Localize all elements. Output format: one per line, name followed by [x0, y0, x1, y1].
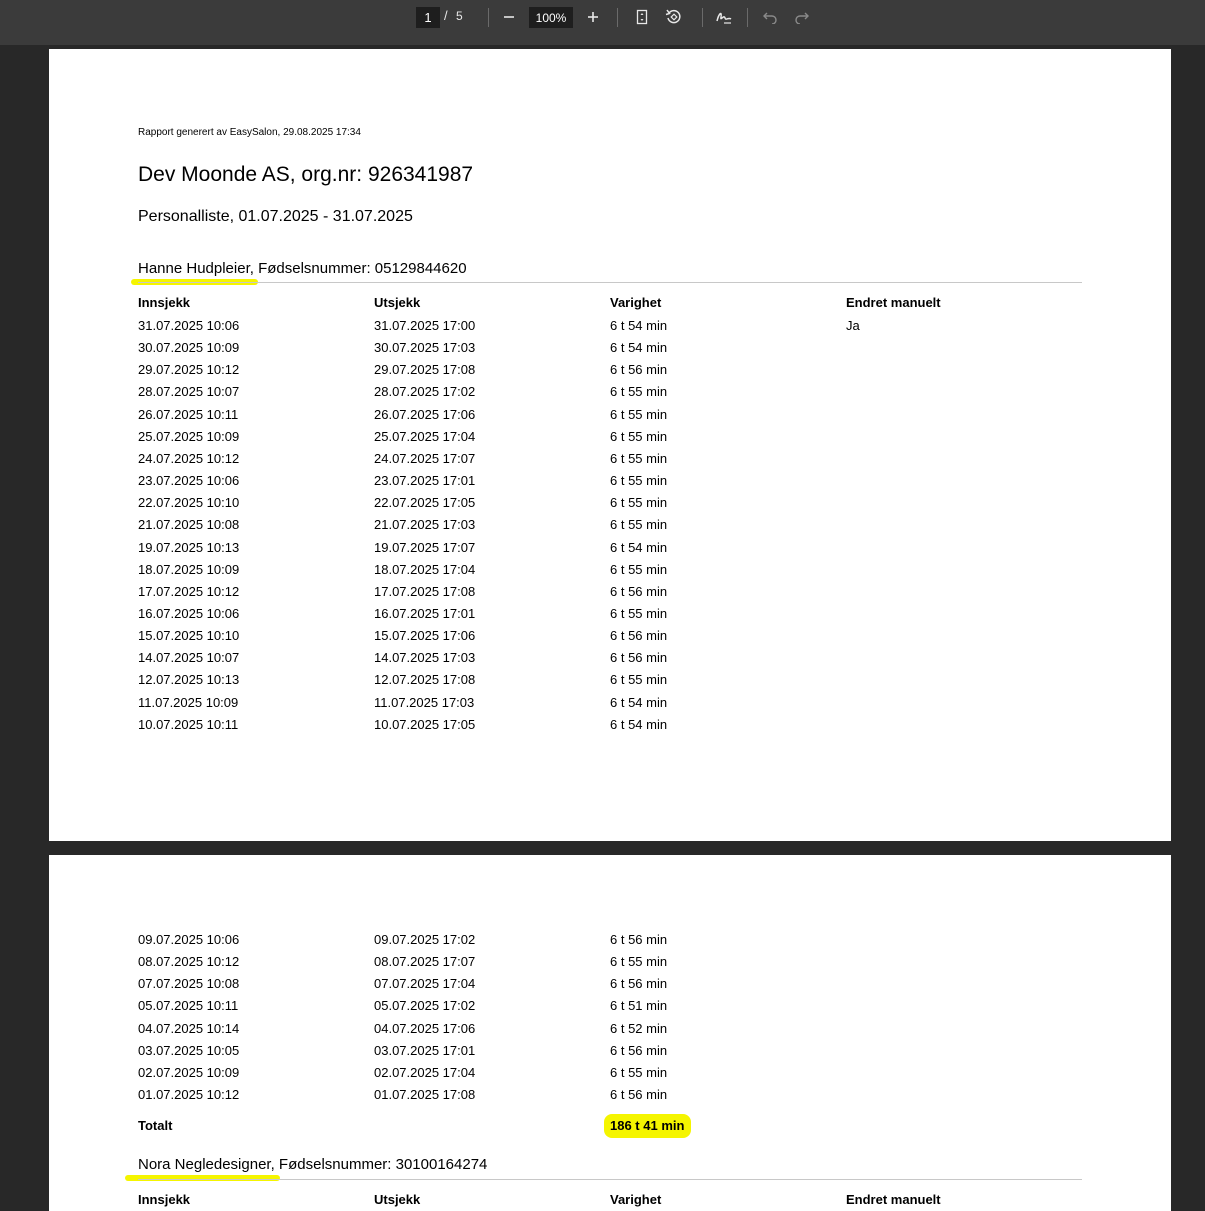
cell-duration: 6 t 55 min [610, 428, 668, 444]
employee-heading [138, 260, 467, 277]
cell-duration: 6 t 56 min [610, 650, 668, 666]
pdf-page-2 [49, 855, 1171, 1211]
cell-checkout: 03.07.2025 17:01 [374, 1042, 476, 1058]
cell-duration: 6 t 54 min [610, 340, 668, 356]
total-value: 186 t 41 min [610, 1118, 685, 1133]
cell-duration: 6 t 55 min [610, 561, 668, 577]
cell-checkin: 12.07.2025 10:13 [138, 672, 240, 688]
cell-duration: 6 t 52 min [610, 1020, 668, 1036]
cell-checkout: 02.07.2025 17:04 [374, 1064, 476, 1080]
cell-checkout: 28.07.2025 17:02 [374, 384, 476, 400]
cell-checkin: 26.07.2025 10:11 [138, 406, 239, 422]
toolbar-divider [488, 8, 489, 27]
cell-checkout: 15.07.2025 17:06 [374, 628, 476, 644]
cell-checkin: 10.07.2025 10:11 [138, 716, 239, 732]
cell-duration: 6 t 55 min [610, 406, 668, 422]
cell-checkout: 17.07.2025 17:08 [374, 583, 476, 599]
report-subtitle: Personalliste, 01.07.2025 - 31.07.2025 [138, 208, 413, 225]
cell-checkin: 02.07.2025 10:09 [138, 1064, 240, 1080]
undo-icon[interactable] [759, 6, 781, 28]
column-header-duration: Varighet [610, 295, 662, 310]
cell-duration: 6 t 55 min [610, 473, 668, 489]
cell-checkout: 09.07.2025 17:02 [374, 932, 476, 947]
cell-checkin: 04.07.2025 10:14 [138, 1020, 240, 1036]
cell-duration: 6 t 54 min [610, 539, 668, 555]
cell-checkin: 14.07.2025 10:07 [138, 650, 240, 666]
cell-checkout: 08.07.2025 17:07 [374, 954, 476, 970]
cell-duration: 6 t 56 min [610, 1042, 668, 1058]
employee-id: , Fødselsnummer: 30100164274 [270, 1156, 488, 1173]
cell-checkin: 21.07.2025 10:08 [138, 517, 240, 533]
cell-checkin: 11.07.2025 10:09 [138, 694, 239, 710]
cell-checkin: 16.07.2025 10:06 [138, 605, 240, 621]
cell-checkin: 07.07.2025 10:08 [138, 976, 240, 992]
column-header-checkout: Utsjekk [374, 295, 421, 310]
column-header-duration: Varighet [610, 1192, 662, 1207]
cell-checkout: 21.07.2025 17:03 [374, 517, 476, 533]
page-separator: / [444, 8, 448, 23]
cell-checkin: 15.07.2025 10:10 [138, 628, 240, 644]
cell-checkin: 31.07.2025 10:06 [138, 318, 240, 333]
cell-checkout: 04.07.2025 17:06 [374, 1020, 476, 1036]
page-count: 5 [456, 9, 463, 23]
fit-page-icon[interactable] [631, 6, 653, 28]
cell-checkout: 07.07.2025 17:04 [374, 976, 476, 992]
cell-checkout: 10.07.2025 17:05 [374, 716, 476, 732]
cell-duration: 6 t 54 min [610, 318, 668, 333]
company-title: Dev Moonde AS, org.nr: 926341987 [138, 163, 474, 186]
cell-duration: 6 t 55 min [610, 517, 668, 533]
toolbar-divider [702, 8, 703, 27]
zoom-in-icon[interactable] [582, 6, 604, 28]
cell-checkin: 29.07.2025 10:12 [138, 362, 240, 378]
cell-checkin: 28.07.2025 10:07 [138, 384, 240, 400]
cell-duration: 6 t 56 min [610, 583, 668, 599]
cell-checkout: 11.07.2025 17:03 [374, 694, 475, 710]
zoom-out-icon[interactable] [498, 6, 520, 28]
cell-checkout: 23.07.2025 17:01 [374, 473, 476, 489]
cell-duration: 6 t 55 min [610, 384, 668, 400]
employee-name: Hanne Hudpleier [138, 260, 250, 277]
pdf-page-1 [49, 49, 1171, 841]
cell-duration: 6 t 55 min [610, 495, 668, 511]
report-generated-note: Rapport generert av EasySalon, 29.08.2025 17:34 [138, 127, 361, 138]
cell-checkin: 05.07.2025 10:11 [138, 998, 239, 1014]
cell-checkin: 01.07.2025 10:12 [138, 1087, 240, 1103]
cell-edited: Ja [846, 318, 860, 333]
cell-duration: 6 t 56 min [610, 628, 668, 644]
cell-duration: 6 t 55 min [610, 605, 668, 621]
cell-checkout: 05.07.2025 17:02 [374, 998, 476, 1014]
cell-checkout: 22.07.2025 17:05 [374, 495, 476, 511]
column-header-checkin: Innsjekk [138, 1192, 191, 1207]
section-divider [138, 282, 1082, 283]
cell-checkout: 12.07.2025 17:08 [374, 672, 476, 688]
cell-checkout: 18.07.2025 17:04 [374, 561, 476, 577]
cell-checkin: 08.07.2025 10:12 [138, 954, 240, 970]
cell-checkin: 25.07.2025 10:09 [138, 428, 240, 444]
employee-heading [138, 1156, 487, 1173]
employee-id: , Fødselsnummer: 05129844620 [249, 260, 467, 277]
cell-duration: 6 t 56 min [610, 1087, 668, 1103]
section-divider [138, 1179, 1082, 1180]
cell-checkin: 24.07.2025 10:12 [138, 450, 240, 466]
cell-checkin: 19.07.2025 10:13 [138, 539, 240, 555]
toolbar-divider [747, 8, 748, 27]
cell-checkout: 30.07.2025 17:03 [374, 340, 476, 356]
page-number-input[interactable]: 1 [416, 7, 440, 28]
column-header-checkin: Innsjekk [138, 295, 191, 310]
cell-checkout: 29.07.2025 17:08 [374, 362, 476, 378]
cell-checkout: 16.07.2025 17:01 [374, 605, 476, 621]
zoom-level-input[interactable]: 100% [529, 7, 573, 28]
redo-icon[interactable] [791, 6, 813, 28]
cell-checkout: 14.07.2025 17:03 [374, 650, 476, 666]
cell-checkin: 22.07.2025 10:10 [138, 495, 240, 511]
cell-checkin: 09.07.2025 10:06 [138, 932, 240, 947]
cell-duration: 6 t 56 min [610, 976, 668, 992]
cell-checkout: 31.07.2025 17:00 [374, 318, 476, 333]
cell-duration: 6 t 55 min [610, 450, 668, 466]
cell-checkout: 19.07.2025 17:07 [374, 539, 476, 555]
column-header-edited: Endret manuelt [846, 1192, 941, 1207]
column-header-edited: Endret manuelt [846, 295, 941, 310]
cell-duration: 6 t 55 min [610, 672, 668, 688]
cell-checkout: 26.07.2025 17:06 [374, 406, 476, 422]
cell-duration: 6 t 51 min [610, 998, 668, 1014]
cell-checkin: 30.07.2025 10:09 [138, 340, 240, 356]
toolbar-divider [617, 8, 618, 27]
employee-name: Nora Negledesigner [138, 1156, 271, 1173]
cell-checkin: 03.07.2025 10:05 [138, 1042, 240, 1058]
highlight-mark [125, 1175, 280, 1181]
cell-duration: 6 t 56 min [610, 362, 668, 378]
cell-duration: 6 t 54 min [610, 694, 668, 710]
cell-checkout: 25.07.2025 17:04 [374, 428, 476, 444]
cell-checkin: 18.07.2025 10:09 [138, 561, 240, 577]
column-header-checkout: Utsjekk [374, 1192, 421, 1207]
cell-checkout: 01.07.2025 17:08 [374, 1087, 476, 1103]
total-label: Totalt [138, 1118, 173, 1133]
cell-duration: 6 t 55 min [610, 1064, 668, 1080]
cell-checkin: 23.07.2025 10:06 [138, 473, 240, 489]
cell-duration: 6 t 55 min [610, 954, 668, 970]
cell-checkout: 24.07.2025 17:07 [374, 450, 476, 466]
cell-duration: 6 t 56 min [610, 932, 668, 947]
pdf-toolbar [0, 0, 1205, 45]
rotate-icon[interactable] [663, 6, 685, 28]
cell-checkin: 17.07.2025 10:12 [138, 583, 240, 599]
cell-duration: 6 t 54 min [610, 716, 668, 732]
draw-signature-icon[interactable] [713, 6, 735, 28]
